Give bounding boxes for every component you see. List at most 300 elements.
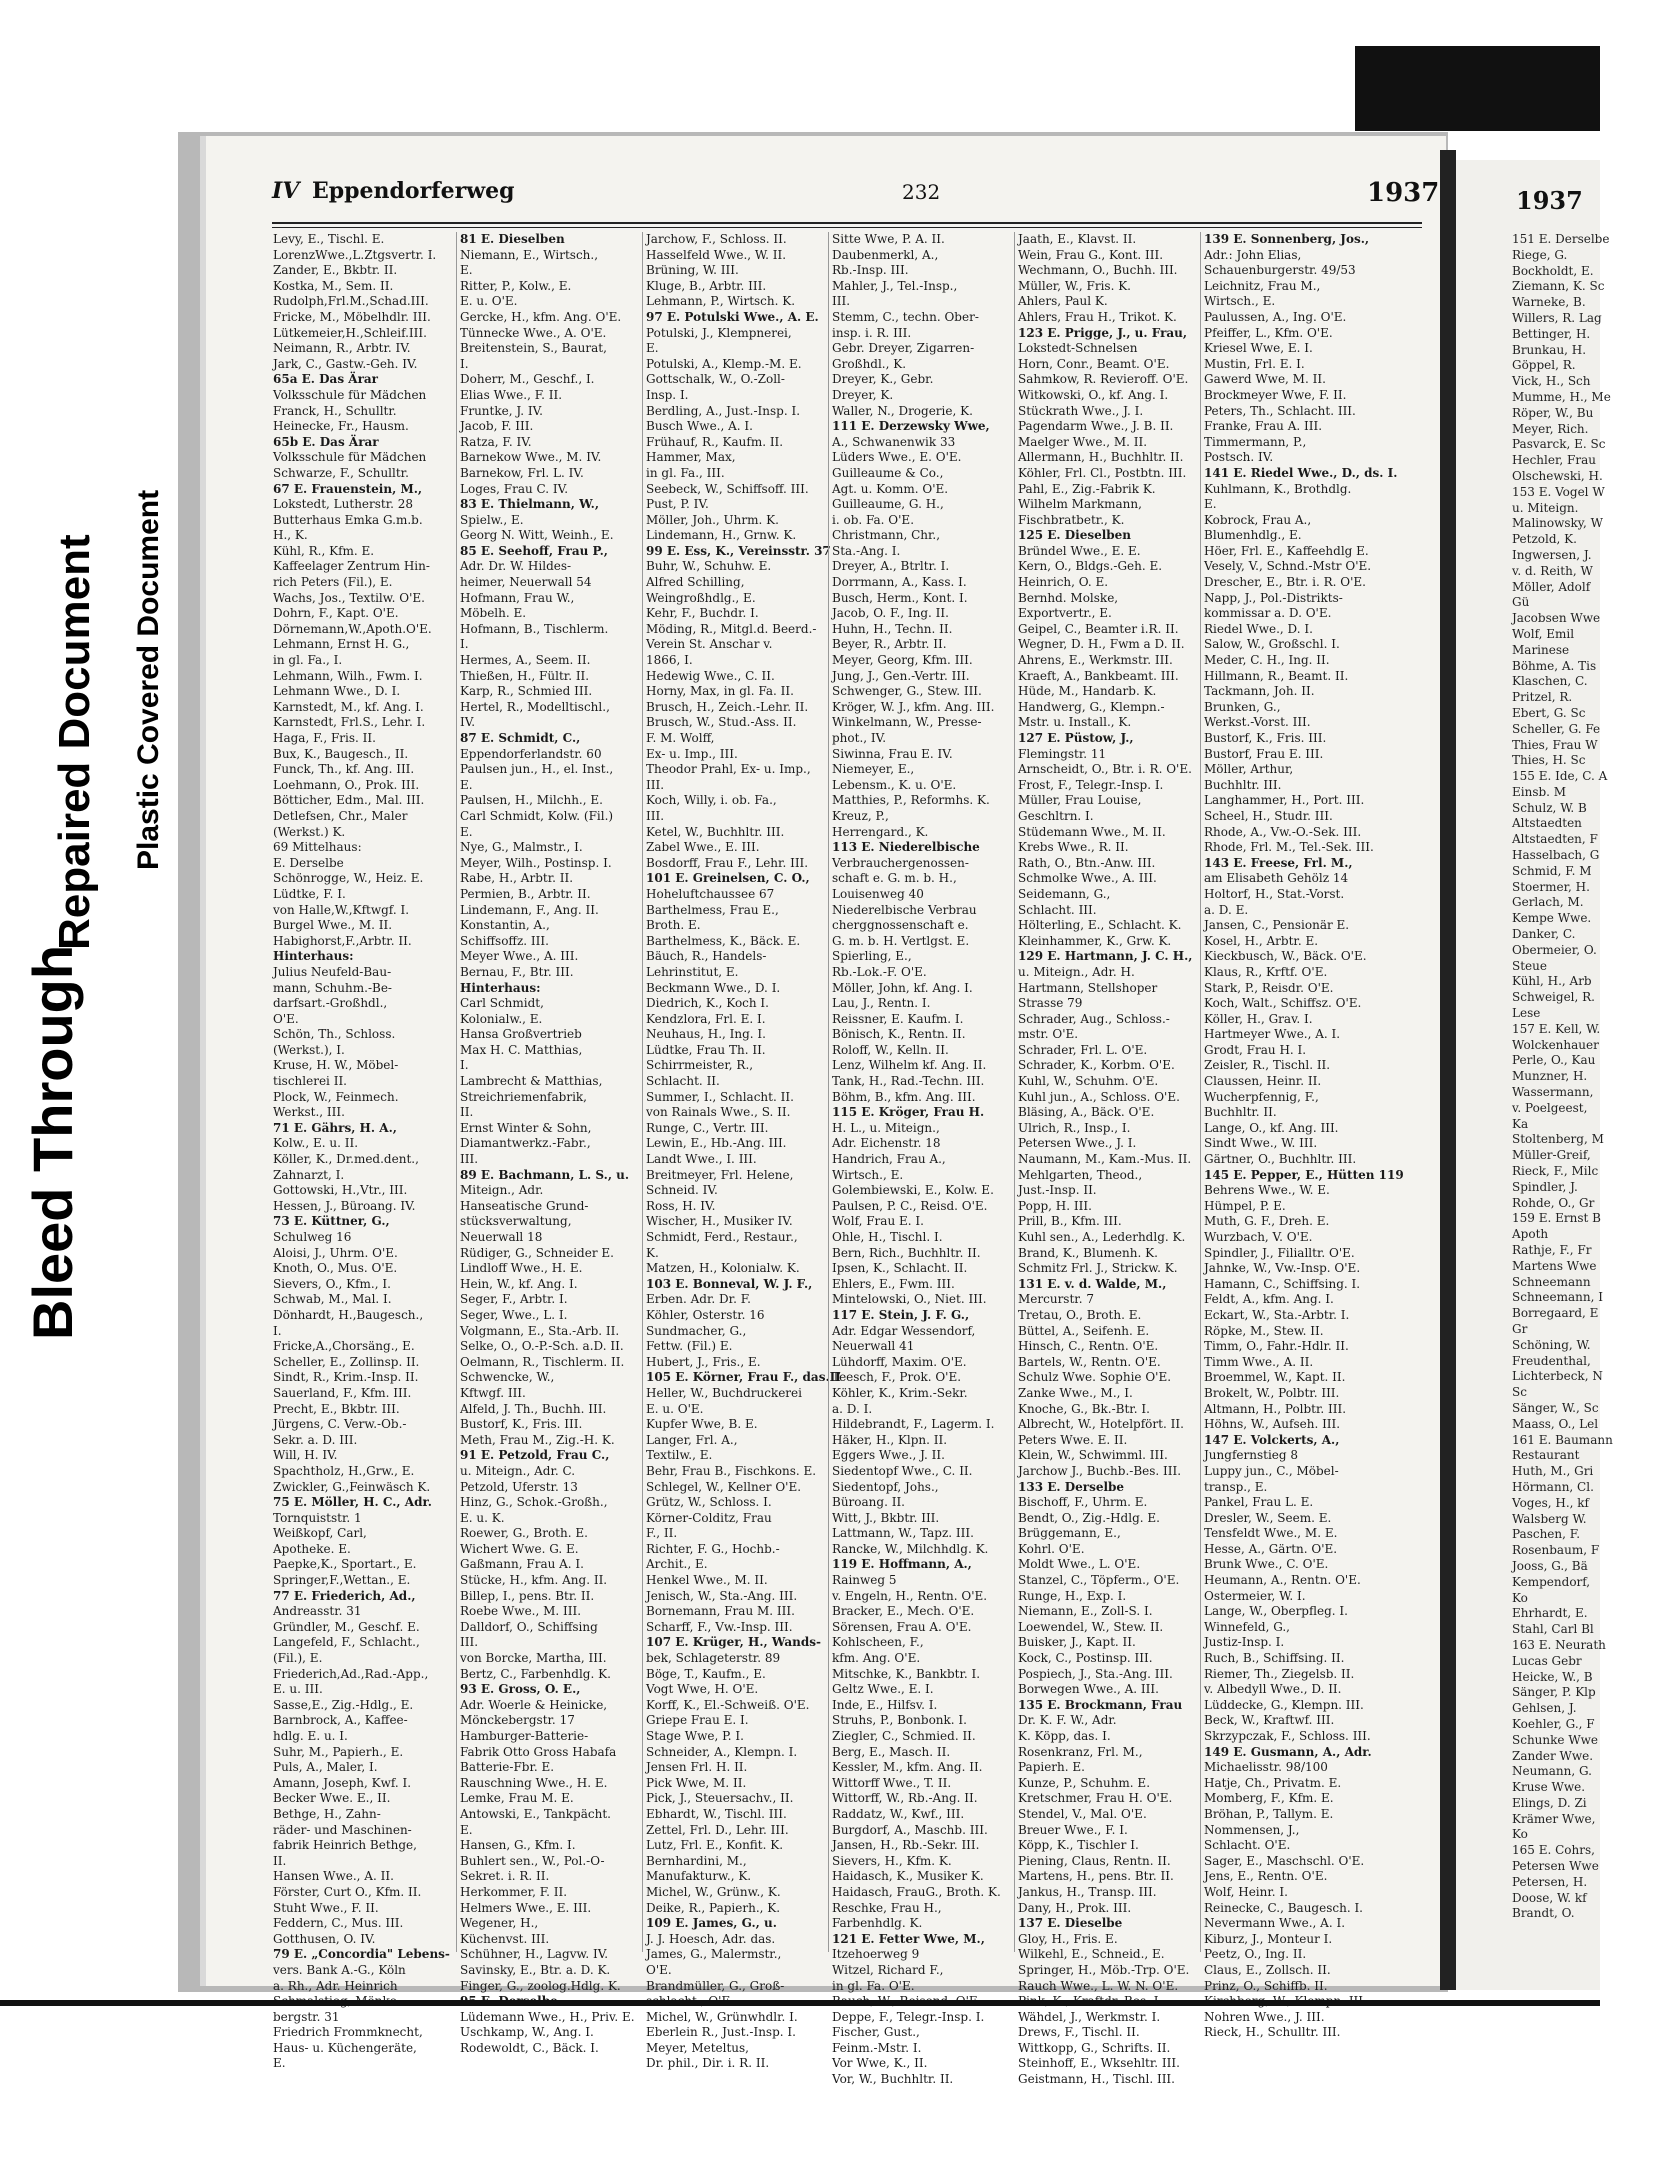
directory-entry: Rauschning Wwe., H. E. xyxy=(460,1775,608,1790)
directory-entry: Gawerd Wwe, M. II. xyxy=(1204,372,1326,387)
directory-entry: Eggers Wwe., J. II. xyxy=(832,1448,945,1463)
directory-entry: Müller, W., Fris. K. xyxy=(1018,278,1131,293)
directory-entry: Gaßmann, Frau A. I. xyxy=(460,1557,584,1572)
directory-entry: Wirtsch., E. xyxy=(1204,294,1276,309)
directory-entry: Volksschule für Mädchen xyxy=(273,387,427,402)
directory-entry: Lehmann, Ernst H. G., xyxy=(273,637,410,652)
directory-entry: 73 E. Küttner, G., xyxy=(273,1214,390,1229)
directory-entry: am Elisabeth Gehölz 14 xyxy=(1204,871,1349,886)
facing-page-entry: Petersen Wwe xyxy=(1512,1859,1599,1874)
directory-entry: Bustorf, Frau E. III. xyxy=(1204,746,1324,761)
directory-entry: Alfred Schilling, xyxy=(646,575,745,590)
directory-entry: Fabrik Otto Gross Habafa xyxy=(460,1744,617,1759)
directory-entry: Dr. phil., Dir. i. R. II. xyxy=(646,2056,770,2071)
directory-entry: 75 E. Möller, H. C., Adr. xyxy=(273,1495,432,1510)
directory-entry: Ehlers, E., Fwm. III. xyxy=(832,1276,955,1291)
directory-entry: Lüdemann Wwe., H., Priv. E. xyxy=(460,2009,635,2024)
directory-entry: E. u. O'E. xyxy=(460,294,518,309)
directory-entry: Jark, C., Gastw.-Geh. IV. xyxy=(273,356,418,371)
directory-entry: Kiburz, J., Monteur I. xyxy=(1204,1931,1333,1946)
directory-entry: Wachs, Jos., Textilw. O'E. xyxy=(273,590,425,605)
directory-entry: Batterie-Fbr. E. xyxy=(460,1760,555,1775)
directory-entry: Böge, T., Kaufm., E. xyxy=(646,1666,766,1681)
directory-entry: Lutz, Frl. E., Konfit. K. xyxy=(646,1838,784,1853)
directory-entry: Insp. I. xyxy=(646,387,689,402)
directory-entry: Beckmann Wwe., D. I. xyxy=(646,980,781,995)
directory-entry: Langhammer, H., Port. III. xyxy=(1204,793,1365,808)
directory-entry: Brand, K., Blumenh. K. xyxy=(1018,1245,1158,1260)
directory-entry: Agt. u. Komm. O'E. xyxy=(832,481,949,496)
directory-entry: Dönhardt, H.,Baugesch., xyxy=(273,1307,424,1322)
directory-entry: Jarchow, F., Schloss. II. xyxy=(646,232,787,246)
directory-entry: Momberg, F., Kfm. E. xyxy=(1204,1791,1334,1806)
book-gutter xyxy=(1440,150,1456,1990)
directory-entry: Hubert, J., Fris., E. xyxy=(646,1354,761,1369)
directory-entry: 81 E. Dieselben xyxy=(460,232,565,246)
directory-entry: Wucherpfennig, F., xyxy=(1204,1089,1319,1104)
directory-entry: Hertel, R., Modelltischl., xyxy=(460,699,610,714)
directory-entry: Wolf, Heinr. I. xyxy=(1204,1884,1288,1899)
directory-entry: Steinhoff, E., Wksehltr. III. xyxy=(1018,2056,1180,2071)
directory-entry: Mehlgarten, Theod., xyxy=(1018,1167,1143,1182)
directory-entry: Kröger, W. J., kfm. Ang. III. xyxy=(832,699,995,714)
directory-entry: hdlg. E. u. I. xyxy=(273,1729,348,1743)
directory-entry: Hofmann, B., Tischlerm. xyxy=(460,621,609,636)
directory-entry: Gärtner, O., Buchhltr. III. xyxy=(1204,1152,1357,1167)
directory-entry: Diedrich, K., Koch I. xyxy=(646,996,769,1011)
directory-entry: Julius Neufeld-Bau- xyxy=(273,964,392,979)
directory-entry: Schirrmeister, R., xyxy=(646,1058,754,1073)
directory-entry: Hedewig Wwe., C. II. xyxy=(646,668,775,683)
directory-entry: Gercke, H., kfm. Ang. O'E. xyxy=(460,309,622,324)
directory-entry: Förster, Curt O., Kfm. II. xyxy=(273,1884,422,1899)
directory-entry: Kretschmer, Frau H. O'E. xyxy=(1018,1791,1173,1806)
directory-entry: Verein St. Anschar v. xyxy=(646,637,773,652)
directory-entry: Tank, H., Rad.-Techn. III. xyxy=(832,1074,985,1089)
directory-entry: Werkst., III. xyxy=(273,1105,345,1120)
facing-page-entry: Pritzel, R. xyxy=(1512,690,1573,705)
directory-entry: Franck, H., Schulltr. xyxy=(273,403,397,418)
facing-page-entry: Steue xyxy=(1512,958,1547,973)
directory-column xyxy=(456,232,639,2055)
directory-entry: Neuhaus, H., Ing. I. xyxy=(646,1027,766,1042)
directory-entry: Adr.: John Elias, xyxy=(1204,247,1302,262)
directory-entry: Blumenhdlg., E. xyxy=(1204,528,1302,543)
directory-entry: Raddatz, W., Kwf., III. xyxy=(832,1806,965,1821)
directory-entry: Schönrogge, W., Heiz. E. xyxy=(273,871,424,886)
directory-entry: Michaelisstr. 98/100 xyxy=(1204,1760,1328,1775)
directory-entry: (Werkst.), I. xyxy=(273,1042,345,1057)
directory-entry: Busch Wwe., A. I. xyxy=(646,419,753,434)
directory-entry: E. xyxy=(460,777,473,792)
directory-entry: Dalldorf, O., Schiffsing xyxy=(460,1619,598,1634)
directory-entry: Ketel, W., Buchhltr. III. xyxy=(646,824,785,839)
directory-entry: Hümpel, P. E. xyxy=(1204,1198,1286,1213)
directory-entry: G. m. b. H. Vertlgst. E. xyxy=(832,933,970,948)
directory-entry: Tornquiststr. 1 xyxy=(273,1510,362,1525)
directory-entry: Jung, J., Gen.-Vertr. III. xyxy=(832,668,970,683)
directory-entry: Theodor Prahl, Ex- u. Imp., xyxy=(646,762,811,777)
directory-entry: Broemmel, W., Kapt. II. xyxy=(1204,1370,1346,1385)
directory-entry: Stark, P., Reisdr. O'E. xyxy=(1204,980,1334,995)
scan-edge-shadow xyxy=(1355,46,1600,131)
facing-page-entry: Riege, G. xyxy=(1512,247,1568,262)
directory-entry: a. D. E. xyxy=(1204,902,1249,917)
directory-entry: von Rainals Wwe., S. II. xyxy=(646,1105,791,1120)
directory-entry: Manufakturw., K. xyxy=(646,1869,752,1884)
facing-page-entry: Sänger, P. Klp xyxy=(1512,1685,1596,1700)
directory-entry: Koch, Willy, i. ob. Fa., xyxy=(646,793,777,808)
directory-entry: Jarchow J., Buchb.-Bes. III. xyxy=(1018,1463,1182,1478)
facing-page-entry: 155 E. Ide, C. A xyxy=(1512,769,1608,784)
directory-entry: Savinsky, E., Btr. a. D. K. xyxy=(460,1962,611,1977)
directory-entry: Jaath, E., Klavst. II. xyxy=(1018,232,1137,246)
directory-entry: Mustin, Frl. E. I. xyxy=(1204,356,1305,371)
directory-entry: Landt Wwe., I. III. xyxy=(646,1152,757,1167)
facing-page-entry: Schmid, F. M xyxy=(1512,863,1592,878)
directory-entry: Scheller, E., Zollinsp. II. xyxy=(273,1354,420,1369)
directory-entry: Spachtholz, H.,Grw., E. xyxy=(273,1463,415,1478)
directory-entry: bergstr. 31 xyxy=(273,2009,340,2024)
facing-page-entry: Schöning, W. xyxy=(1512,1337,1591,1352)
directory-entry: insp. i. R. III. xyxy=(832,325,912,340)
directory-entry: Zwickler, G.,Feinwäsch K. xyxy=(273,1479,431,1494)
directory-entry: 93 E. Gross, O. E., xyxy=(460,1682,581,1697)
directory-entry: Kuhl, W., Schuhm. O'E. xyxy=(1018,1074,1159,1089)
facing-page-entry: Klaschen, C. xyxy=(1512,674,1588,689)
directory-entry: II. xyxy=(460,1105,474,1120)
directory-entry: Geschltrn. I. xyxy=(1018,808,1094,823)
directory-entry: Adr. Dr. W. Hildes- xyxy=(460,559,572,574)
directory-entry: Wolf, Frau E. I. xyxy=(832,1214,924,1229)
directory-entry: stücksverwaltung, xyxy=(460,1214,572,1229)
directory-entry: E. Derselbe xyxy=(273,855,344,870)
directory-entry: E. u. K. xyxy=(460,1510,505,1525)
directory-entry: Tackmann, Joh. II. xyxy=(1204,684,1315,699)
directory-entry: III. xyxy=(646,808,665,823)
directory-entry: Apotheke. E. xyxy=(273,1541,351,1556)
directory-entry: Spierling, E., xyxy=(832,949,912,964)
directory-entry: Sahmkow, R. Revieroff. O'E. xyxy=(1018,372,1189,387)
directory-entry: Frost, F., Telegr.-Insp. I. xyxy=(1018,777,1164,792)
directory-entry: Buhlert sen., W., Pol.-O- xyxy=(460,1853,605,1868)
directory-entry: Feldt, A., kfm. Ang. I. xyxy=(1204,1292,1334,1307)
directory-entry: Vor Wwe, K., II. xyxy=(832,2056,928,2071)
directory-entry: Broth. E. xyxy=(646,918,701,933)
directory-entry: Plock, W., Feinmech. xyxy=(273,1089,399,1104)
directory-entry: Butterhaus Emka G.m.b. xyxy=(273,512,423,527)
facing-page-entry: Brunkau, H. xyxy=(1512,342,1587,357)
directory-columns xyxy=(270,232,1430,2087)
facing-page-entry: Lucas Gebr xyxy=(1512,1653,1582,1668)
directory-entry: in gl. Fa. O'E. xyxy=(832,1978,915,1993)
directory-entry: Lewin, E., Hb.-Ang. III. xyxy=(646,1136,787,1151)
directory-entry: Diamantwerkz.-Fabr., xyxy=(460,1136,591,1151)
facing-page-entry: Zander Wwe. xyxy=(1512,1748,1594,1763)
directory-entry: Naumann, M., Kam.-Mus. II. xyxy=(1018,1152,1192,1167)
directory-entry: Geipel, C., Beamter i.R. II. xyxy=(1018,621,1179,636)
directory-entry: Küchenvst. III. xyxy=(460,1931,550,1946)
directory-entry: mann, Schuhm.-Be- xyxy=(273,980,392,995)
directory-entry: Kendzlora, Frl. E. I. xyxy=(646,1011,766,1026)
directory-entry: Piening, Claus, Rentn. II. xyxy=(1018,1853,1171,1868)
directory-entry: Kftwgf. III. xyxy=(460,1385,526,1400)
directory-entry: Ruch, B., Schiffsing. II. xyxy=(1204,1651,1345,1666)
directory-entry: Albrecht, W., Hotelpfört. II. xyxy=(1018,1417,1184,1432)
directory-entry: Guilleaume & Co., xyxy=(832,465,944,480)
directory-entry: Suhr, M., Papierh., E. xyxy=(273,1744,404,1759)
directory-entry: Heumann, A., Rentn. O'E. xyxy=(1204,1573,1361,1588)
directory-column xyxy=(1200,232,1404,2040)
directory-entry: H. L., u. Miteign., xyxy=(832,1120,940,1135)
facing-page-entry: Jacobsen Wwe xyxy=(1512,611,1601,626)
directory-entry: heimer, Neuerwall 54 xyxy=(460,575,592,590)
facing-page-entry: Ko xyxy=(1512,1827,1528,1842)
directory-entry: Berdling, A., Just.-Insp. I. xyxy=(646,403,801,418)
directory-entry: Scharff, F., Vw.-Insp. III. xyxy=(646,1619,793,1634)
directory-entry: Waller, N., Drogerie, K. xyxy=(832,403,973,418)
directory-entry: Grütz, W., Schloss. I. xyxy=(646,1495,772,1510)
directory-entry: Lambrecht & Matthias, xyxy=(460,1074,603,1089)
directory-entry: Thießen, H., Fültr. II. xyxy=(460,668,590,683)
directory-entry: 123 E. Prigge, J., u. Frau, xyxy=(1018,325,1188,340)
directory-entry: IV. xyxy=(460,715,476,730)
facing-page-entry: Danker, C. xyxy=(1512,927,1576,942)
directory-entry: Heinecke, Fr., Hausm. xyxy=(273,419,409,434)
directory-entry: v. Albedyll Wwe., D. II. xyxy=(1204,1682,1342,1697)
directory-entry: Fricke,A.,Chorsäng., E. xyxy=(273,1339,415,1354)
directory-entry: Hüde, M., Handarb. K. xyxy=(1018,684,1157,699)
facing-page-entry: Kempendorf, xyxy=(1512,1574,1591,1589)
directory-entry: a. D. I. xyxy=(832,1401,873,1416)
directory-entry: Hinz, G., Schok.-Großh., xyxy=(460,1495,608,1510)
facing-page-entry: Obermeier, O. xyxy=(1512,942,1597,957)
directory-entry: Nommensen, J., xyxy=(1204,1822,1300,1837)
directory-entry: Claus, E., Zollsch. II. xyxy=(1204,1962,1331,1977)
directory-entry: Lange, W., Oberpfleg. I. xyxy=(1204,1604,1348,1619)
directory-entry: Jacob, F. III. xyxy=(460,419,534,434)
directory-entry: räder- und Maschinen- xyxy=(273,1822,412,1837)
directory-entry: Hein, W., kf. Ang. I. xyxy=(460,1276,578,1291)
directory-entry: Feinm.-Mstr. I. xyxy=(832,2040,922,2055)
directory-entry: Schwencke, W., xyxy=(460,1370,555,1385)
directory-entry: Dreyer, K., Gebr. xyxy=(832,372,934,387)
facing-page-entry: Voges, H., kf xyxy=(1512,1495,1589,1510)
directory-entry: A., Schwanenwik 33 xyxy=(832,434,956,449)
directory-entry: Barthelmess, K., Bäck. E. xyxy=(646,933,801,948)
directory-entry: Luppy jun., C., Möbel- xyxy=(1204,1463,1339,1478)
directory-entry: Schlegel, W., Kellner O'E. xyxy=(646,1479,802,1494)
directory-entry: Dorrmann, A., Kass. I. xyxy=(832,575,967,590)
facing-page-entry: Böhme, A. Tis xyxy=(1512,658,1597,673)
directory-entry: Scheel, H., Studr. III. xyxy=(1204,808,1333,823)
facing-page-text xyxy=(1512,232,1662,1922)
facing-page-entry: Hasselbach, G xyxy=(1512,848,1600,863)
directory-entry: Möller, Joh., Uhrm. K. xyxy=(646,512,779,527)
directory-entry: Wischer, H., Musiker IV. xyxy=(646,1214,793,1229)
directory-entry: Burgdorf, A., Maschb. III. xyxy=(832,1822,988,1837)
directory-entry: Karnstedt, Frl.S., Lehr. I. xyxy=(273,715,426,730)
directory-entry: Schneider, A., Klempn. I. xyxy=(646,1744,798,1759)
directory-entry: Hartmann, Stellshoper xyxy=(1018,980,1158,995)
directory-entry: Springer, H., Möb.-Trp. O'E. xyxy=(1018,1962,1190,1977)
directory-entry: in gl. Fa., I. xyxy=(273,653,343,668)
directory-entry: transp., E. xyxy=(1204,1479,1268,1494)
directory-entry: Tensfeldt Wwe., M. E. xyxy=(1204,1526,1338,1541)
directory-entry: Napp, J., Pol.-Distrikts- xyxy=(1204,590,1343,605)
directory-entry: Siwinna, Frau E. IV. xyxy=(832,746,953,761)
directory-entry: E. u. O'E. xyxy=(646,1401,704,1416)
directory-entry: Seebeck, W., Schiffsoff. III. xyxy=(646,481,809,496)
facing-page-entry: Lese xyxy=(1512,1006,1541,1021)
directory-entry: Reinecke, C., Baugesch. I. xyxy=(1204,1900,1363,1915)
directory-entry: 99 E. Ess, K., Vereinsstr. 37 xyxy=(646,543,831,558)
directory-entry: Höer, Frl. E., Kaffeehdlg E. xyxy=(1204,543,1369,558)
directory-entry: O'E. xyxy=(273,1011,299,1026)
directory-entry: Brunk Wwe., C. O'E. xyxy=(1204,1557,1329,1572)
directory-entry: Roewer, G., Broth. E. xyxy=(460,1526,588,1541)
facing-page-entry: Röper, W., Bu xyxy=(1512,405,1594,420)
directory-entry: Antowski, E., Tankpächt. xyxy=(460,1806,611,1821)
directory-entry: Billep, I., pens. Btr. II. xyxy=(460,1588,595,1603)
directory-entry: 65a E. Das Ärar xyxy=(273,372,378,387)
directory-entry: Weingroßhdlg., E. xyxy=(646,590,756,605)
directory-entry: 109 E. James, G., u. xyxy=(646,1916,777,1931)
directory-entry: Beyer, R., Arbtr. II. xyxy=(832,637,947,652)
directory-entry: vers. Bank A.-G., Köln xyxy=(273,1962,406,1977)
facing-page-entry: Altstaedten, F xyxy=(1512,832,1598,847)
facing-page-entry: 161 E. Baumann xyxy=(1512,1432,1613,1447)
directory-entry: Friederich,Ad.,Rad.-App., xyxy=(273,1666,429,1681)
directory-entry: Bründel Wwe., E. E. xyxy=(1018,543,1141,558)
directory-entry: Carl Schmidt, Kolw. (Fil.) xyxy=(460,808,614,823)
facing-page-entry: Apoth xyxy=(1512,1227,1549,1242)
directory-entry: Schulz Wwe. Sophie O'E. xyxy=(1018,1370,1172,1385)
facing-page-entry: 163 E. Neurath xyxy=(1512,1637,1606,1652)
directory-entry: Rüdiger, G., Schneider E. xyxy=(460,1245,614,1260)
directory-entry: Michel, W., Grünwhdlr. I. xyxy=(646,2009,798,2024)
directory-entry: Pagendarm Wwe., J. B. II. xyxy=(1018,419,1174,434)
directory-entry: Roebe Wwe., M. III. xyxy=(460,1604,582,1619)
directory-entry: Pust, P. IV. xyxy=(646,497,709,512)
facing-page-entry: Möller, Adolf xyxy=(1512,579,1591,594)
directory-entry: Ohle, H., Tischl. I. xyxy=(832,1230,943,1244)
directory-entry: Fischbratbetr., K. xyxy=(1018,512,1125,527)
directory-entry: Paulsen, H., Milchh., E. xyxy=(460,793,603,808)
directory-entry: Hillmann, R., Beamt. II. xyxy=(1204,668,1349,683)
directory-page xyxy=(200,136,1446,2087)
directory-entry: Heinrich, O. E. xyxy=(1018,575,1109,590)
directory-entry: Lebensm., K. u. O'E. xyxy=(832,777,957,792)
directory-entry: Schrader, Aug., Schloss.- xyxy=(1018,1011,1170,1026)
directory-entry: Kehr, F., Buchdr. I. xyxy=(646,606,759,621)
directory-entry: Dany, H., Prok. III. xyxy=(1018,1900,1132,1915)
directory-entry: 105 E. Körner, Frau F., das.II xyxy=(646,1370,841,1385)
directory-entry: Barnekow, Frl. L. IV. xyxy=(460,465,584,480)
directory-entry: Wittorff Wwe., T. II. xyxy=(832,1775,952,1790)
directory-entry: Michel, W., Grünw., K. xyxy=(646,1884,781,1899)
directory-entry: 107 E. Krüger, H., Wands- xyxy=(646,1635,821,1650)
directory-entry: Breitenstein, S., Baurat, xyxy=(460,341,607,356)
directory-entry: Bläsing, A., Bäck. O'E. xyxy=(1018,1105,1155,1120)
facing-page-entry: Ko xyxy=(1512,1590,1528,1605)
directory-entry: 77 E. Friederich, Ad., xyxy=(273,1588,416,1603)
directory-entry: E. xyxy=(460,824,473,839)
directory-entry: Hesse, A., Gärtn. O'E. xyxy=(1204,1541,1338,1556)
directory-entry: Köhler, Frl. Cl., Postbtn. III. xyxy=(1018,465,1187,480)
directory-entry: Brokelt, W., Polbtr. III. xyxy=(1204,1385,1340,1400)
directory-entry: Mönckebergstr. 17 xyxy=(460,1713,575,1728)
page-header xyxy=(272,178,1440,218)
directory-entry: Golembiewski, E., Kolw. E. xyxy=(832,1183,994,1198)
facing-page-entry: Huth, M., Gri xyxy=(1512,1464,1594,1479)
directory-entry: Herrengard., K. xyxy=(832,824,929,839)
directory-entry: Rodewoldt, C., Bäck. I. xyxy=(460,2040,599,2055)
facing-page-entry: Lichterbeck, N xyxy=(1512,1369,1603,1384)
directory-entry: Jacob, O. F., Ing. II. xyxy=(832,606,949,621)
directory-entry: Niemann, E., Wirtsch., xyxy=(460,247,599,262)
directory-entry: Feddern, C., Mus. III. xyxy=(273,1916,404,1931)
directory-entry: Moldt Wwe., L. O'E. xyxy=(1018,1557,1141,1572)
facing-page-entry: Brandt, O. xyxy=(1512,1906,1575,1921)
directory-entry: Karnstedt, M., kf. Ang. I. xyxy=(273,699,424,714)
directory-entry: Siedentopf, Johs., xyxy=(832,1479,939,1494)
directory-entry: Zeisler, R., Tischl. II. xyxy=(1204,1058,1331,1073)
directory-entry: Langefeld, F., Schlacht., xyxy=(273,1635,420,1650)
directory-entry: Sindt Wwe., W. III. xyxy=(1204,1136,1318,1151)
directory-entry: 117 E. Stein, J. F. G., xyxy=(832,1307,970,1322)
directory-entry: Ahrens, E., Werkmstr. III. xyxy=(1018,653,1173,668)
directory-entry: Drews, F., Tischl. II. xyxy=(1018,2025,1140,2040)
facing-page-entry: Stahl, Carl Bl xyxy=(1512,1622,1594,1637)
directory-entry: Nevermann Wwe., A. I. xyxy=(1204,1916,1346,1931)
directory-entry: Schühner, H., Lagvw. IV. xyxy=(460,1947,609,1962)
directory-entry: Riedel Wwe., D. I. xyxy=(1204,621,1313,636)
directory-entry: Puls, A., Maler, I. xyxy=(273,1760,378,1775)
directory-entry: Deike, R., Papierh., K. xyxy=(646,1900,781,1915)
directory-entry: Schwenger, G., Stew. III. xyxy=(832,684,982,699)
directory-entry: Finger, G., zoolog.Hdlg. K. xyxy=(460,1978,621,1993)
plastic-covered-label: Plastic Covered Document xyxy=(132,489,165,870)
directory-entry: Martens, H., pens. Btr. II. xyxy=(1018,1869,1174,1884)
directory-entry: Just.-Insp. II. xyxy=(1018,1183,1097,1198)
directory-entry: Buchhltr. II. xyxy=(1204,1105,1277,1120)
directory-entry: Hansen, G., Kfm. I. xyxy=(460,1838,576,1853)
directory-entry: Karp, R., Schmied III. xyxy=(460,684,593,699)
directory-entry: Schön, Th., Schloss. xyxy=(273,1027,396,1042)
directory-entry: Brusch, W., Stud.-Ass. II. xyxy=(646,715,797,730)
directory-entry: Witt, J., Bkbtr. III. xyxy=(832,1510,940,1525)
directory-year: 1937 xyxy=(1367,178,1440,208)
directory-entry: Doherr, M., Geschf., I. xyxy=(460,372,595,387)
directory-entry: Sta.-Ang. I. xyxy=(832,543,901,558)
directory-entry: Schrader, Frl. L. O'E. xyxy=(1018,1042,1148,1057)
facing-page-entry: Wolf, Emil xyxy=(1512,626,1575,641)
directory-entry: III. xyxy=(832,294,851,309)
directory-entry: 91 E. Petzold, Frau C., xyxy=(460,1448,610,1463)
facing-page-entry: Ingwersen, J. xyxy=(1512,547,1592,562)
directory-entry: Wittorff, W., Rb.-Ang. II. xyxy=(832,1791,978,1806)
directory-entry: Kieckbusch, W., Bäck. O'E. xyxy=(1204,949,1367,964)
directory-entry: Ahlers, Frau H., Trikot. K. xyxy=(1018,309,1177,324)
facing-page-entry: Ehrhardt, E. xyxy=(1512,1606,1588,1621)
directory-entry: Prinz, O., Schiffb. II. xyxy=(1204,1978,1328,1993)
directory-entry: Hildebrandt, F., Lagerm. I. xyxy=(832,1417,995,1432)
directory-entry: Lehrinstitut, E. xyxy=(646,964,739,979)
directory-entry: Bischoff, F., Uhrm. E. xyxy=(1018,1495,1148,1510)
facing-page-entry: 157 E. Kell, W. xyxy=(1512,1021,1601,1036)
directory-entry: Meth, Frau M., Zig.-H. K. xyxy=(460,1432,615,1447)
